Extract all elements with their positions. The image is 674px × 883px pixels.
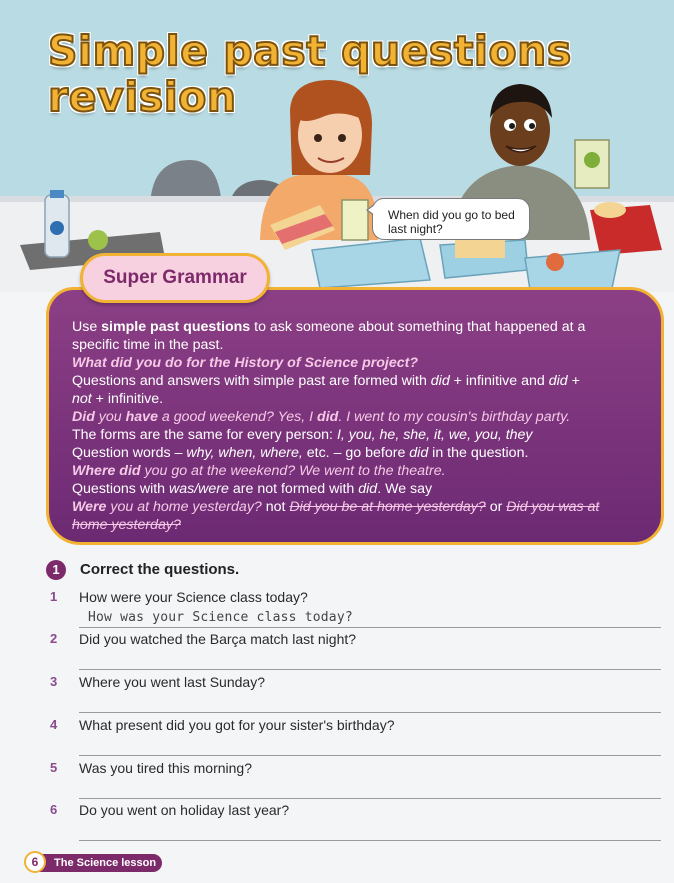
key-term: simple past questions [101,319,251,335]
italic-term: did [358,481,378,497]
item-number: 2 [50,631,58,646]
grammar-example [72,408,640,426]
title-line-2: revision [48,73,237,121]
text: have [125,409,158,425]
grammar-line [72,390,640,408]
item-number: 3 [50,674,58,689]
answer-line[interactable] [79,627,661,628]
grammar-line [72,318,640,336]
grammar-line [72,426,640,444]
text: are not formed with [228,481,359,497]
speech-bubble-tail-fill [368,205,375,215]
grammar-line [72,372,640,390]
item-number: 6 [50,802,58,817]
text: The forms are the same for every person: [72,427,337,443]
item-number: 4 [50,717,58,732]
text: + infinitive. [91,391,164,407]
item-question: Was you tired this morning? [79,760,252,776]
speech-bubble-line-1: When did you go to bed [388,208,515,222]
text: to ask someone about something that happened at a [250,319,586,335]
italic-term: was/were [169,481,229,497]
answer-line[interactable] [79,712,661,713]
item-number: 1 [50,589,58,604]
item-question: Where you went last Sunday? [79,674,265,690]
text: did [317,409,339,425]
answer-line[interactable] [79,840,661,841]
text: a good weekend? Yes, I [157,409,318,425]
grammar-example [72,462,640,480]
cafeteria-illustration [0,0,674,292]
italic-term: did [409,445,429,461]
page-title [48,28,572,120]
item-question: Do you went on holiday last year? [79,802,290,818]
text: you go at the weekend? We went to the theatre. [140,463,446,479]
item-answer[interactable]: How was your Science class today? [88,610,353,625]
grammar-line: specific time in the past. [72,337,224,353]
italic-term: did [430,373,450,389]
answer-line[interactable] [79,798,661,799]
italic-term: why, when, where, [186,445,303,461]
speech-bubble-line-2: last night? [388,222,443,236]
italic-term: not [72,391,92,407]
text: not [261,499,290,515]
struck-text: Did you be at home yesterday? [289,499,486,515]
text: Use [72,319,102,335]
text: Were [72,499,107,515]
exercise-title: Correct the questions. [80,561,240,578]
item-question: How were your Science class today? [79,589,308,605]
italic-term: did [548,373,568,389]
text: + infinitive and [449,373,549,389]
text: Questions and answers with simple past are formed with [72,373,431,389]
grammar-line [72,480,640,498]
title-line-1: Simple past questions [48,27,572,75]
grammar-text [72,318,640,534]
super-grammar-heading: Super Grammar [103,267,247,288]
item-question: What present did you got for your sister's birthday? [79,717,395,733]
item-question: Did you watched the Barça match last night? [79,631,357,647]
text: . We say [377,481,433,497]
answer-line[interactable] [79,755,661,756]
grammar-example: What did you do for the History of Science project? [72,355,419,371]
text: in the question. [428,445,529,461]
text: Did [72,409,95,425]
struck-text: Did you was at [506,499,600,515]
super-grammar-tab [80,253,270,303]
text: Questions with [72,481,169,497]
text: + [567,373,580,389]
grammar-example [72,498,640,516]
text: or [485,499,507,515]
exercise-number: 1 [46,560,66,580]
text: etc. – go before [302,445,410,461]
text: Where did [72,463,141,479]
page-number: 6 [24,851,46,873]
section-label: The Science lesson [38,854,162,872]
text: . I went to my cousin's birthday party. [338,409,571,425]
grammar-example: home yesterday? [72,517,181,533]
speech-bubble [372,198,530,240]
text: you [94,409,126,425]
italic-term: I, you, he, she, it, we, you, they [336,427,533,443]
text: you at home yesterday? [106,499,262,515]
text: Question words – [72,445,187,461]
item-number: 5 [50,760,58,775]
grammar-line [72,444,640,462]
answer-line[interactable] [79,669,661,670]
